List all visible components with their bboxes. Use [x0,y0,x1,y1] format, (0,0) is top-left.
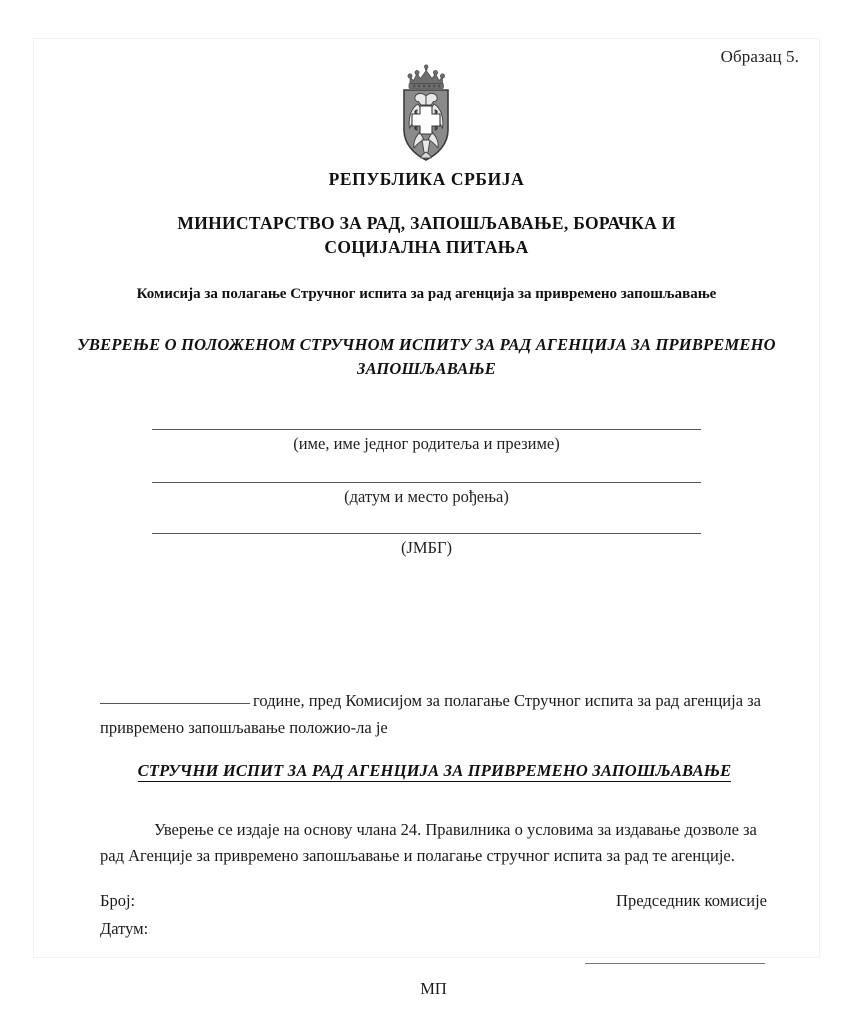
fill-in-fields [34,429,819,560]
signature-write-line[interactable] [585,963,765,964]
header-block [34,169,819,382]
commission-heading: Комисија за полагање Стручног испита за рад агенција за привремено запошљавање [136,286,717,303]
field-full-name [34,429,819,454]
stamp-placeholder: МП [420,979,447,998]
exam-statement [100,687,769,741]
coat-of-arms-container [34,64,819,162]
number-label: Број: [100,891,136,910]
birth-caption: (датум и место рођења) [344,487,509,506]
ministry-heading: МИНИСТАРСТВО ЗА РАД, ЗАПОШЉАВАЊЕ, БОРАЧКА И СОЦИЈАЛНА ПИТАЊА [177,213,676,257]
exam-name-text: СТРУЧНИ ИСПИТ ЗА РАД АГЕНЦИЈА ЗА ПРИВРЕМЕНО ЗАПОШЉАВАЊЕ [137,761,732,780]
full-name-write-line[interactable] [152,429,701,430]
certificate-title: УВЕРЕЊЕ О ПОЛОЖЕНОМ СТРУЧНОМ ИСПИТУ ЗА РАД АГЕНЦИЈА ЗА ПРИВРЕМЕНО ЗАПОШЉАВАЊЕ [77,334,776,379]
date-label: Датум: [100,919,149,938]
footer-block [100,891,767,998]
serbian-coat-of-arms-icon [396,64,458,162]
legal-basis-paragraph: Уверење се издаје на основу члана 24. Правилника о условима за издавање дозволе за рад Агенције за привремено запошљавање и полагање стручног испита за рад те агенције. [100,820,757,866]
country-heading: РЕПУБЛИКА СРБИЈА [328,169,525,189]
birth-write-line[interactable] [152,482,701,483]
form-number: Образац 5. [720,47,799,66]
president-label: Председник комисије [616,891,767,910]
full-name-caption: (име, име једног родитеља и презиме) [293,434,560,453]
footer-row-number [100,891,767,919]
field-birth [34,482,819,507]
footer-row-date [100,919,767,947]
jmbg-caption: (ЈМБГ) [400,538,453,557]
exam-name-line [100,761,769,781]
document-page [33,38,820,998]
exam-statement-text: године, пред Комисијом за полагање Стручног испита за рад агенција за привремено запошљавање положио-ла је [100,691,762,738]
jmbg-write-line[interactable] [152,533,701,534]
exam-date-write-line[interactable] [100,703,250,704]
field-jmbg [34,533,819,558]
